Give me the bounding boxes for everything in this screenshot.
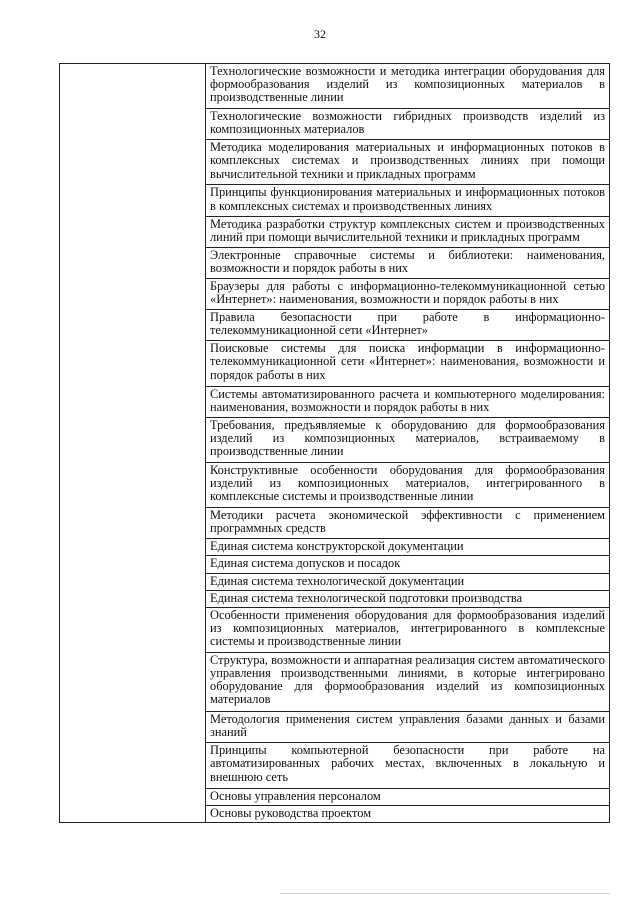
table-cell: Браузеры для работы с информационно-телекоммуникационной сетью «Интернет»: наименования, возможности и порядок работы в них — [206, 279, 610, 310]
table-cell: Методика моделирования материальных и информационных потоков в комплексных системах и производственных линиях при помощи вычислительной техники и прикладных программ — [206, 140, 610, 185]
table-cell: Основы руководства проектом — [206, 805, 610, 822]
bottom-scan-line — [280, 893, 610, 894]
table-cell: Единая система технологической подготовки производства — [206, 590, 610, 607]
table-cell: Требования, предъявляемые к оборудованию для формообразования изделий из композиционных материалов, встраиваемому в производственные линии — [206, 417, 610, 462]
table-cell: Методика разработки структур комплексных систем и производственных линий при помощи вычислительной техники и прикладных программ — [206, 216, 610, 247]
table-cell: Основы управления персоналом — [206, 788, 610, 805]
table-cell: Единая система конструкторской документации — [206, 539, 610, 556]
table-cell: Особенности применения оборудования для формообразования изделий из композиционных материалов, интегрированного в комплексные системы и производственные линии — [206, 607, 610, 652]
table-row — [60, 64, 610, 109]
table-cell: Единая система технологической документации — [206, 573, 610, 590]
requirements-table — [59, 63, 610, 823]
table-cell: Правила безопасности при работе в информационно-телекоммуникационной сети «Интернет» — [206, 310, 610, 341]
table-cell: Технологические возможности гибридных производств изделий из композиционных материалов — [206, 109, 610, 140]
table-cell: Единая система допусков и посадок — [206, 556, 610, 573]
table-cell: Структура, возможности и аппаратная реализация систем автоматического управления производственными линиями, в которые интегрировано оборудование для формообразования изделий из композиционных материалов — [206, 653, 610, 712]
page-number: 32 — [314, 27, 326, 41]
table-cell: Принципы функционирования материальных и информационных потоков в комплексных системах и производственных линиях — [206, 185, 610, 216]
table-cell: Системы автоматизированного расчета и компьютерного моделирования: наименования, возможности и порядок работы в них — [206, 386, 610, 417]
table-cell: Поисковые системы для поиска информации в информационно-телекоммуникационной сети «Интернет»: наименования, возможности и порядок работы в них — [206, 341, 610, 386]
table-left-cell — [60, 64, 206, 823]
table-cell: Методология применения систем управления базами данных и базами знаний — [206, 712, 610, 743]
table-cell: Технологические возможности и методика интеграции оборудования для формообразования изделий из композиционных материалов в производственные линии — [206, 64, 610, 109]
table-cell: Принципы компьютерной безопасности при работе на автоматизированных рабочих местах, включенных в локальную и внешнюю сеть — [206, 743, 610, 788]
table-cell: Электронные справочные системы и библиотеки: наименования, возможности и порядок работы в них — [206, 247, 610, 278]
table-cell: Методики расчета экономической эффективности с применением программных средств — [206, 507, 610, 538]
table-cell: Конструктивные особенности оборудования для формообразования изделий из композиционных материалов, интегрированного в комплексные системы и производственные линии — [206, 462, 610, 507]
